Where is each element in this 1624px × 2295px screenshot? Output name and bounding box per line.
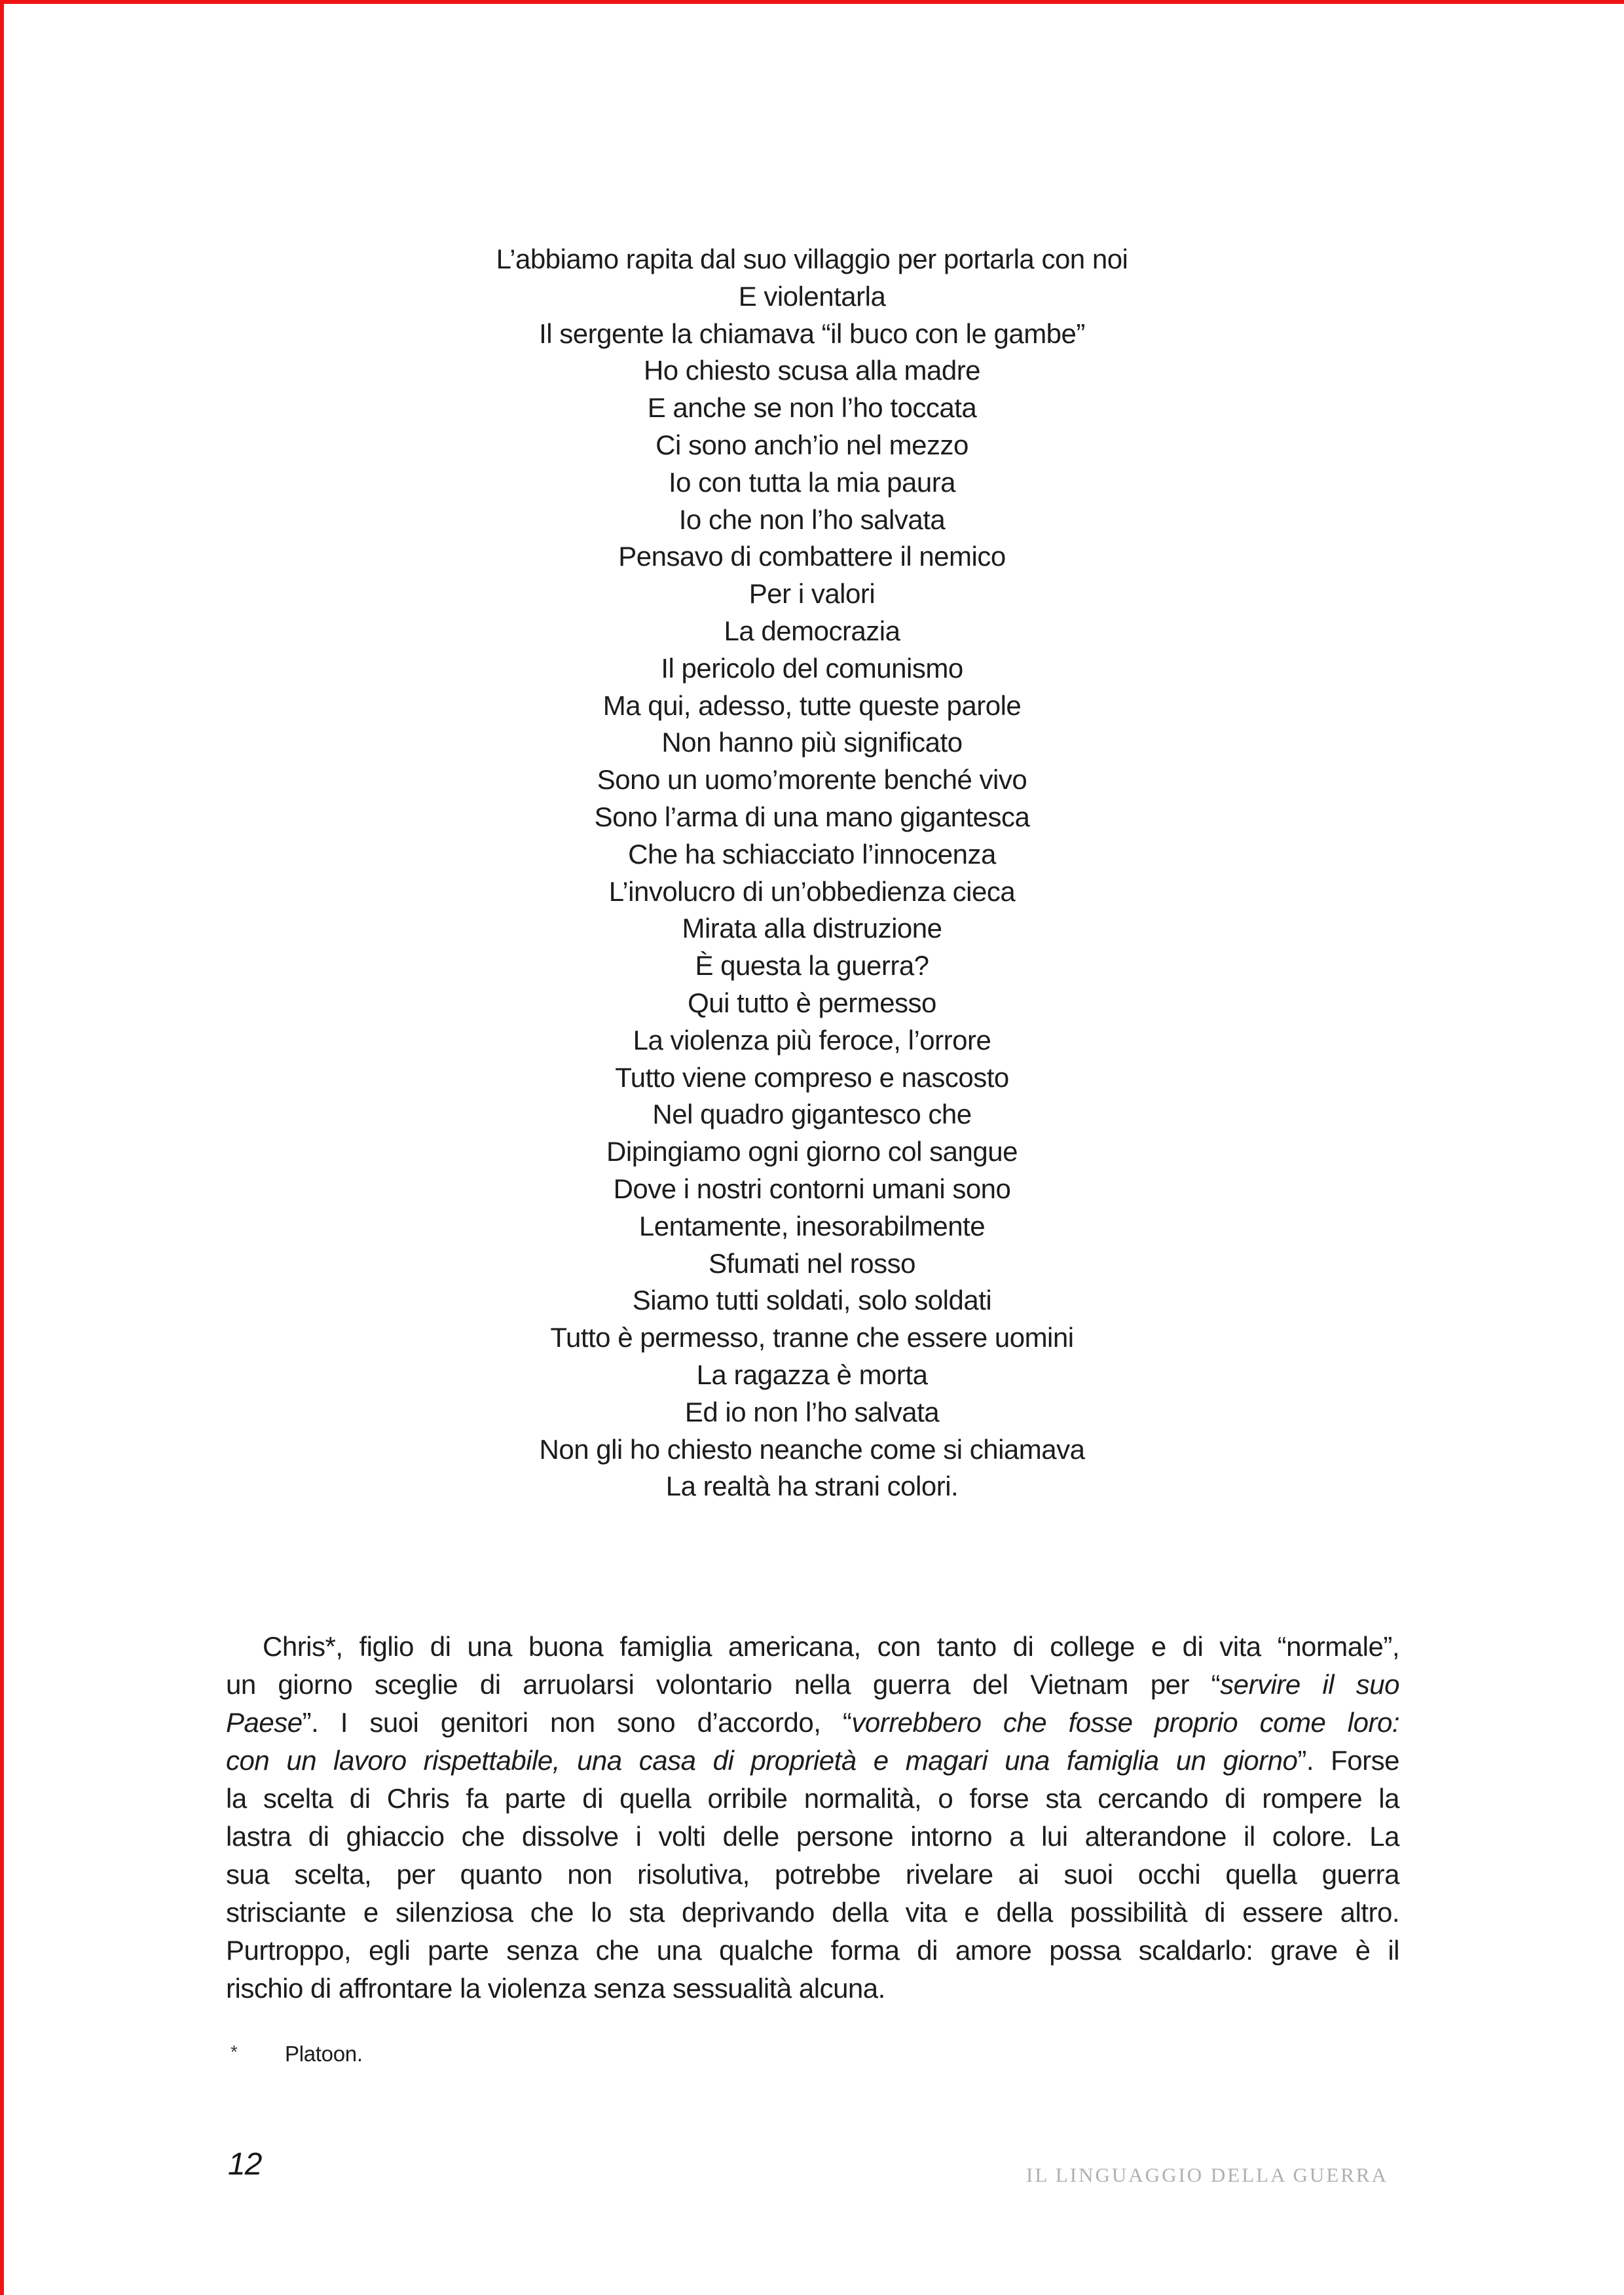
paragraph-line	[226, 1894, 1399, 1932]
poem-line: È questa la guerra?	[695, 950, 929, 982]
scan-edge-top	[0, 0, 1624, 4]
poem-line: Sono l’arma di una mano gigantesca	[594, 801, 1030, 832]
footnote-marker: *	[231, 2042, 238, 2062]
paragraph-line	[226, 1742, 1399, 1780]
footnote	[231, 2042, 1016, 2066]
scan-edge-left	[0, 0, 4, 2295]
poem-line: L’involucro di un’obbedienza cieca	[608, 875, 1016, 907]
poem-line: Ed io non l’ho salvata	[684, 1396, 940, 1427]
poem-line: Ci sono anch’io nel mezzo	[655, 429, 969, 460]
text-run: sua scelta, per quanto non risolutiva, potrebbe rivelare ai suoi occhi quella guerra	[226, 1859, 1399, 1890]
commentary-paragraph	[226, 1628, 1399, 2008]
poem-line: Pensavo di combattere il nemico	[618, 541, 1006, 572]
poem-line: Sono un uomo’morente benché vivo	[597, 764, 1027, 796]
running-footer-title: IL LINGUAGGIO DELLA GUERRA	[1026, 2163, 1388, 2186]
text-run: Purtroppo, egli parte senza che una qualche forma di amore possa scaldarlo: grave è il	[226, 1935, 1399, 1966]
paragraph-line	[226, 1818, 1399, 1856]
paragraph-line	[226, 1970, 1399, 2008]
poem-line: Io con tutta la mia paura	[668, 466, 956, 498]
poem-line: Che ha schiacciato l’innocenza	[628, 838, 996, 870]
poem-line: L’abbiamo rapita dal suo villaggio per portarla con noi	[496, 244, 1128, 274]
poem-line: La ragazza è morta	[696, 1359, 928, 1390]
poem-line: Il pericolo del comunismo	[661, 652, 963, 684]
poem-line: Ma qui, adesso, tutte queste parole	[602, 689, 1022, 721]
text-run: lastra di ghiaccio che dissolve i volti delle persone intorno a lui alterandone il colore. La	[226, 1821, 1399, 1852]
italic-text-run: vorrebbero che fosse proprio come loro:	[851, 1707, 1399, 1738]
poem-line: Lentamente, inesorabilmente	[638, 1210, 986, 1241]
poem-line: Qui tutto è permesso	[688, 987, 936, 1018]
text-run: rischio di affrontare la violenza senza sessualità alcuna.	[226, 1973, 885, 2004]
text-run: ”. I suoi genitori non sono d’accordo, “	[302, 1707, 852, 1738]
italic-text-run: servire il suo	[1220, 1669, 1399, 1700]
footnote-text: Platoon.	[285, 2042, 363, 2066]
paragraph-line	[226, 1856, 1399, 1894]
italic-text-run: Paese	[226, 1707, 303, 1738]
italic-text-run: con un lavoro rispettabile, una casa di proprietà e magari una famiglia un giorno	[226, 1745, 1298, 1776]
poem-line: Mirata alla distruzione	[682, 913, 942, 944]
poem-line: Tutto è permesso, tranne che essere uomini	[550, 1322, 1074, 1353]
poem-line: Ho chiesto scusa alla madre	[643, 355, 981, 386]
paragraph-line	[226, 1704, 1399, 1742]
paragraph-line	[226, 1932, 1399, 1970]
poem-line: Il sergente la chiamava “il buco con le gambe”	[539, 318, 1085, 349]
poem-line: Io che non l’ho salvata	[678, 504, 946, 535]
poem-line: Non gli ho chiesto neanche come si chiamava	[539, 1433, 1085, 1465]
paragraph-line	[226, 1780, 1399, 1818]
text-run: ”. Forse	[1297, 1745, 1399, 1776]
poem-block	[226, 241, 1398, 1505]
poem-line: Dipingiamo ogni giorno col sangue	[606, 1136, 1018, 1167]
text-run: strisciante e silenziosa che lo sta deprivando della vita e della possibilità di essere altro.	[226, 1897, 1399, 1928]
poem-line: Nel quadro gigantesco che	[652, 1099, 972, 1130]
poem-line: E anche se non l’ho toccata	[647, 392, 977, 424]
poem-line: La democrazia	[724, 615, 900, 646]
poem-line: Tutto viene compreso e nascosto	[615, 1061, 1009, 1093]
page-number: 12	[228, 2147, 262, 2182]
poem-line: Non hanno più significato	[661, 727, 963, 758]
poem-line: Per i valori	[748, 578, 876, 610]
text-run: la scelta di Chris fa parte di quella orribile normalità, o forse sta cercando di rompere la	[226, 1783, 1399, 1814]
poem-line: La violenza più feroce, l’orrore	[633, 1024, 991, 1056]
poem-line: Sfumati nel rosso	[709, 1247, 915, 1279]
paragraph-line	[226, 1666, 1399, 1704]
poem-line: La realtà ha strani colori.	[665, 1471, 959, 1502]
poem-line: Dove i nostri contorni umani sono	[613, 1173, 1011, 1204]
poem-line: Siamo tutti soldati, solo soldati	[632, 1285, 992, 1316]
paragraph-line	[226, 1628, 1399, 1666]
poem-line: E violentarla	[738, 280, 886, 312]
text-run: Chris*, figlio di una buona famiglia americana, con tanto di college e di vita “normale”,	[263, 1631, 1399, 1662]
text-run: un giorno sceglie di arruolarsi volontario nella guerra del Vietnam per “	[226, 1669, 1221, 1700]
